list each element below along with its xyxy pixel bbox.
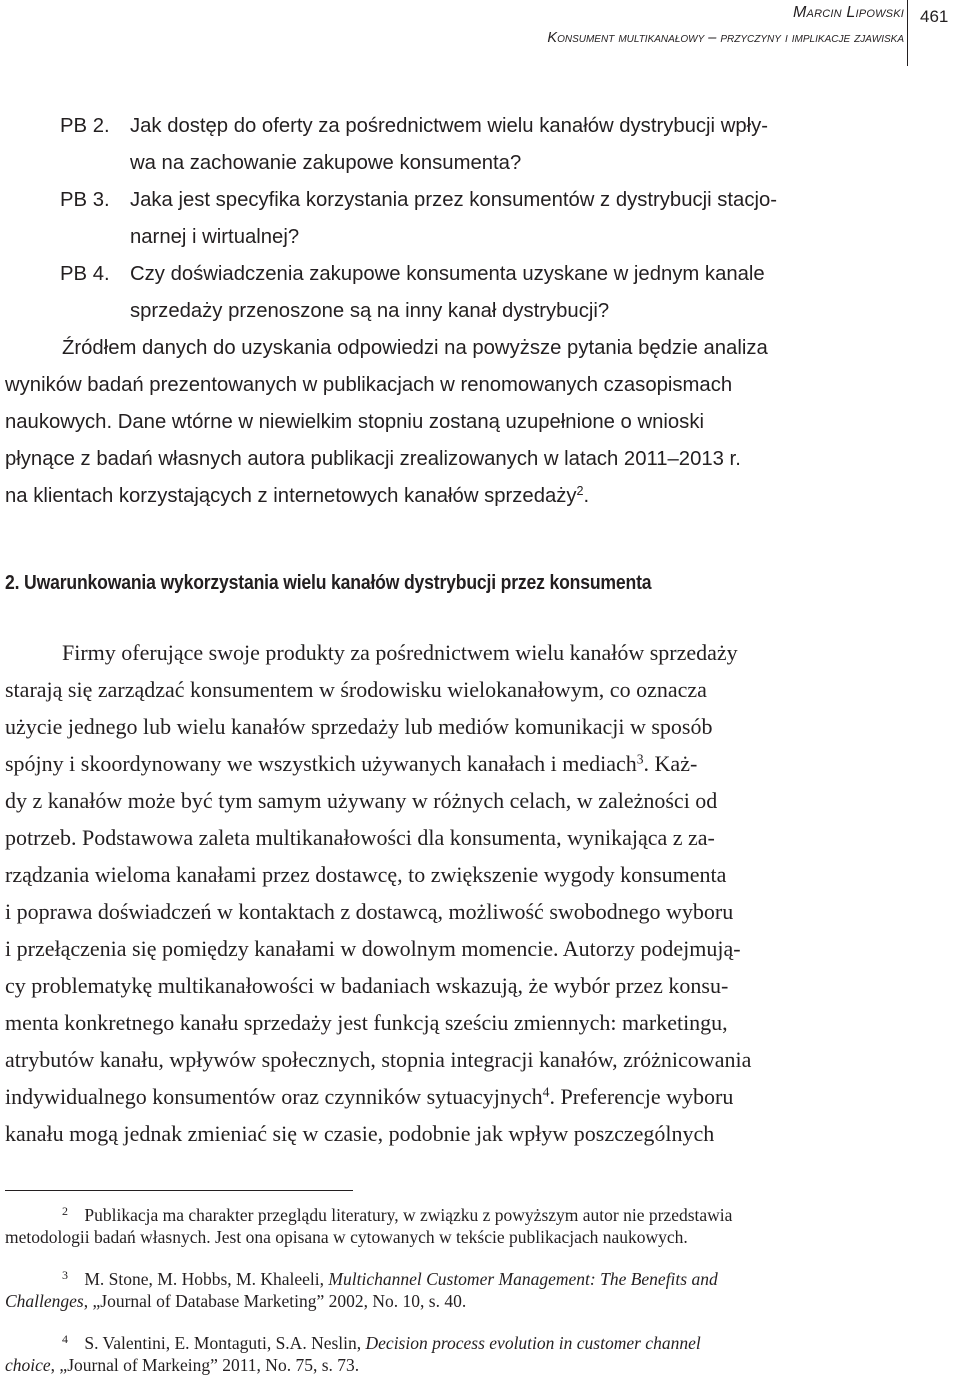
section-heading: 2. Uwarunkowania wykorzystania wielu kanałów dystrybucji przez konsumenta	[5, 572, 652, 594]
question-text: Jak dostęp do oferty za pośrednictwem wielu kanałów dystrybucji wpły-	[130, 115, 769, 137]
body-line: użycie jednego lub wielu kanałów sprzedaży lub mediów komunikacji w sposób	[5, 714, 713, 739]
footnote-number: 3	[62, 1268, 68, 1282]
body-text: indywidualnego konsumentów oraz czynników sytuacyjnych	[5, 1084, 543, 1109]
body-line: rządzania wieloma kanałami przez dostawcę, to zwiększenie wygody konsumenta	[5, 862, 727, 887]
footnote-text: , „Journal of Database Marketing” 2002, No. 10, s. 40.	[83, 1291, 467, 1311]
footnote-title: choice	[5, 1355, 51, 1375]
body-line: dy z kanałów może być tym samym używany w różnych celach, w zależności od	[5, 788, 718, 813]
body-line: i przełączenia się pomiędzy kanałami w dowolnym momencie. Autorzy podejmują-	[5, 936, 741, 961]
footnote-divider	[5, 1190, 353, 1191]
body-line: atrybutów kanału, wpływów społecznych, stopnia integracji kanałów, zróżnicowania	[5, 1047, 752, 1072]
body-line	[5, 745, 697, 782]
intro-line: płynące z badań własnych autora publikacji zrealizowanych w latach 2011–2013 r.	[5, 448, 741, 470]
intro-end: .	[583, 485, 590, 507]
footnote-title: Decision process evolution in customer channel	[365, 1333, 701, 1353]
footnote-text: M. Stone, M. Hobbs, M. Khaleeli,	[84, 1269, 329, 1289]
footnote-number: 2	[62, 1204, 68, 1218]
body-line	[5, 1078, 733, 1115]
intro-line: Źródłem danych do uzyskania odpowiedzi na powyższe pytania będzie analiza	[62, 337, 768, 359]
footnote-ref: 2	[576, 484, 584, 499]
header-divider	[907, 0, 908, 66]
footnote-text: S. Valentini, E. Montaguti, S.A. Neslin,	[84, 1333, 366, 1353]
question-label: PB 2.	[60, 115, 110, 137]
question-text: Czy doświadczenia zakupowe konsumenta uzyskane w jednym kanale	[130, 263, 765, 285]
body-line: cy problematykę multikanałowości w badaniach wskazują, że wybór przez konsu-	[5, 973, 729, 998]
question-pb4-line2: sprzedaży przenoszone są na inny kanał dystrybucji?	[130, 300, 610, 322]
body-line: i poprawa doświadczeń w kontaktach z dostawcą, możliwość swobodnego wyboru	[5, 899, 734, 924]
question-pb3-line1	[60, 182, 777, 219]
question-text: Jaka jest specyfika korzystania przez konsumentów z dystrybucji stacjo-	[130, 189, 777, 211]
body-line: potrzeb. Podstawowa zaleta multikanałowości dla konsumenta, wynikająca z za-	[5, 825, 715, 850]
footnote-3-line2	[5, 1288, 466, 1314]
intro-line: naukowych. Dane wtórne w niewielkim stopniu zostaną uzupełnione o wnioski	[5, 411, 704, 433]
question-pb3-line2: narnej i wirtualnej?	[130, 226, 300, 248]
body-text: . Preferencje wyboru	[549, 1084, 734, 1109]
page-number: 461	[920, 7, 949, 26]
footnote-title: Multichannel Customer Management: The Benefits and	[328, 1269, 718, 1289]
footnote-title: Challenges	[5, 1291, 84, 1311]
footnote-4-line2	[5, 1352, 359, 1378]
body-text: . Każ-	[643, 751, 698, 776]
body-text: spójny i skoordynowany we wszystkich używanych kanałach i mediach	[5, 751, 637, 776]
body-line: starają się zarządzać konsumentem w środowisku wielokanałowym, co oznacza	[5, 677, 707, 702]
footnote-ref: 4	[542, 1084, 550, 1100]
body-line: kanału mogą jednak zmieniać się w czasie, podobnie jak wpływ poszczególnych	[5, 1121, 715, 1146]
intro-line: wyników badań prezentowanych w publikacjach w renomowanych czasopismach	[5, 374, 733, 396]
footnote-2-line2: metodologii badań własnych. Jest ona opisana w cytowanych w tekście publikacjach naukowych.	[5, 1227, 688, 1247]
question-pb2-line2: wa na zachowanie zakupowe konsumenta?	[130, 152, 522, 174]
body-line: menta konkretnego kanału sprzedaży jest funkcją sześciu zmiennych: marketingu,	[5, 1010, 728, 1035]
intro-text: na klientach korzystających z internetowych kanałów sprzedaży	[5, 485, 577, 507]
body-line: Firmy oferujące swoje produkty za pośrednictwem wielu kanałów sprzedaży	[62, 640, 738, 665]
running-header-title: Konsument multikanałowy – przyczyny i implikacje zjawiska	[547, 30, 904, 46]
question-pb4-line1	[60, 256, 765, 293]
running-header-author: Marcin Lipowski	[793, 4, 904, 21]
footnote-text: , „Journal of Markeing” 2011, No. 75, s. 73.	[50, 1355, 360, 1375]
question-pb2-line1	[60, 108, 768, 145]
footnote-text: Publikacja ma charakter przeglądu literatury, w związku z powyższym autor nie przedstawia	[84, 1205, 733, 1225]
footnote-ref: 3	[636, 751, 644, 767]
footnote-number: 4	[62, 1332, 68, 1346]
intro-line-last	[5, 478, 589, 515]
question-label: PB 3.	[60, 189, 110, 211]
question-label: PB 4.	[60, 263, 110, 285]
